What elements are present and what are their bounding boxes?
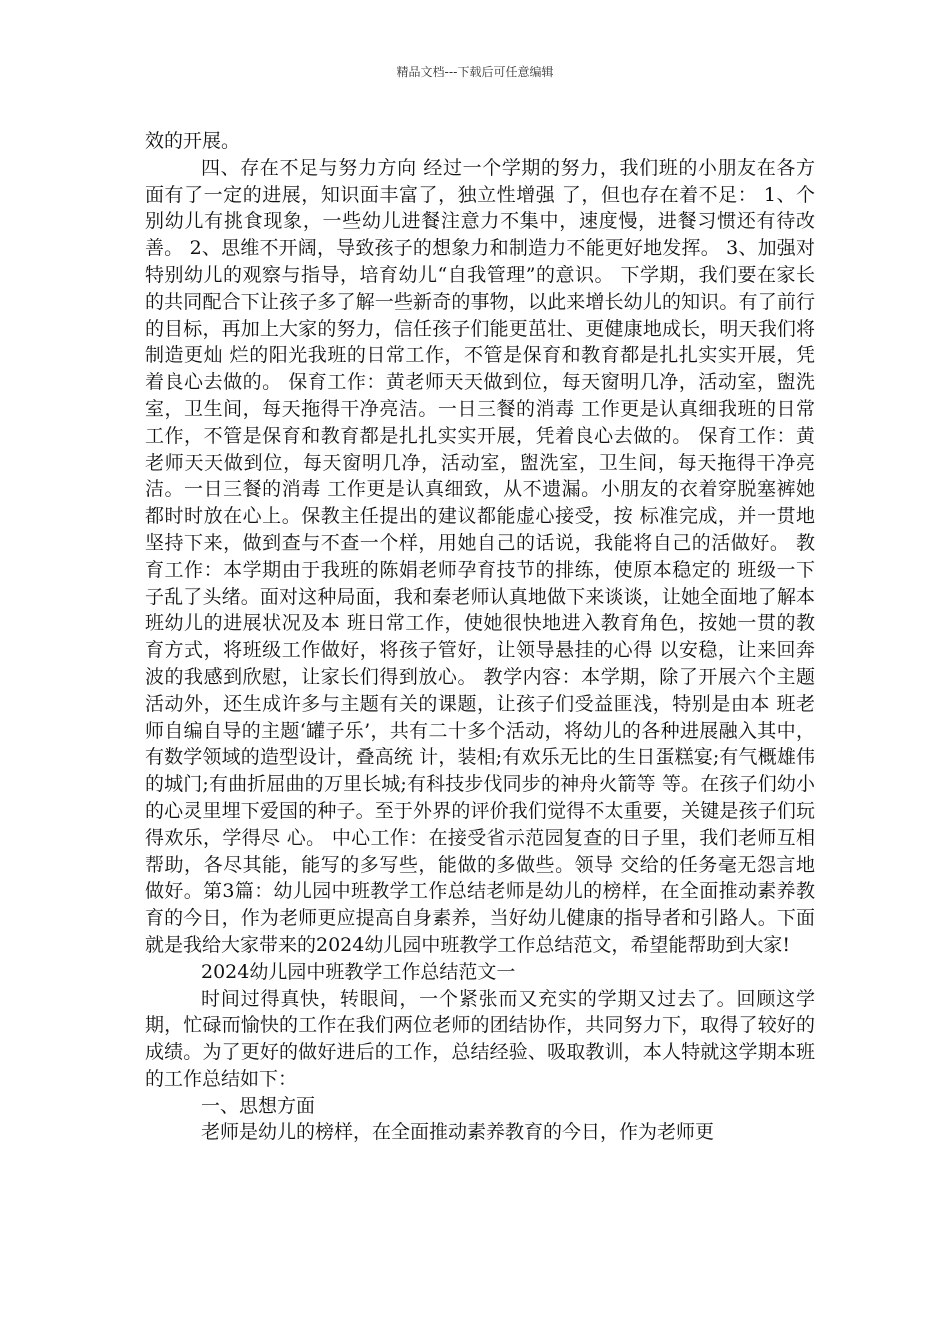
paragraph: 老师是幼儿的榜样，在全面推动素养教育的今日，作为老师更 xyxy=(201,1121,715,1144)
section-title: 2024幼儿园中班教学工作总结范文一 xyxy=(201,960,516,983)
page-header: 精品文档---下载后可任意编辑 xyxy=(396,65,554,79)
paragraph: 时间过得真快，转眼间，一个紧张而又充实的学期又过去了。回顾这学期，忙碌而愉快的工作在我们两位老师的团结协作，共同努力下，取得了较好的成绩。为了更好的做好进后的工作，总结经验、吸取教训，本人特就这学期本班的工作总结如下： xyxy=(145,987,815,1090)
paragraph: 效的开展。 xyxy=(145,130,241,152)
paragraph: 四、存在不足与努力方向 经过一个学期的努力，我们班的小朋友在各方面有了一定的进展，知识面丰富了，独立性增强 了，但也存在着不足： 1、个别幼儿有挑食现象，一些幼儿进餐注意力不集中，速度慢，进餐习惯还有待改善。 2、思维不开阔，导致孩子的想象力和制造力不能更好地发挥。 3、加强对特别幼儿的观察与指导，培育幼儿“自我管理”的意识。 下学期，我们要在家长的共同配合下让孩子多了解一些新奇的事物，以此来增长幼儿的知识。有了前行的目标，再加上大家的努力，信任孩子们能更茁壮、更健康地成长，明天我们将制造更灿 烂的阳光我班的日常工作，不管是保育和教育都是扎扎实实开展，凭着良心去做的。 保育工作：黄老师天天做到位，每天窗明几净，活动室，盥洗室，卫生间，每天拖得干净亮洁。一日三餐的消毒 工作更是认真细我班的日常工作，不管是保育和教育都是扎扎实实开展，凭着良心去做的。 保育工作：黄老师天天做到位，每天窗明几净，活动室，盥洗室，卫生间，每天拖得干净亮洁。一日三餐的消毒 工作更是认真细致，从不遗漏。小朋友的衣着穿脱塞裤她都时时放在心上。保教主任提出的建议都能虚心接受，按 标准完成，并一贯地坚持下来，做到查与不查一个样，用她自己的话说，我能将自己的活做好。 教育工作：本学期由于我班的陈娟老师孕育技节的排练，使原本稳定的 班级一下子乱了头绪。面对这种局面，我和秦老师认真地做下来谈谈，让她全面地了解本班幼儿的进展状况及本 班日常工作，使她很快地进入教育角色，按她一贯的教育方式，将班级工作做好，将孩子管好，让领导悬挂的心得 以安稳，让来回奔波的我感到欣慰，让家长们得到放心。 教学内容：本学期，除了开展六个主题活动外，还生成许多与主题有关的课题，让孩子们受益匪浅，特别是由本 班老师自编自导的主题‘罐子乐’，共有二十多个活动，将幼儿的各种进展融入其中，有数学领域的造型设计，叠高统 计，装相;有欢乐无比的生日蛋糕宴;有气概雄伟的城门;有曲折屈曲的万里长城;有科技步伐同步的神舟火箭等 等。在孩子们幼小的心灵里埋下爱国的种子。至于外界的评价我们觉得不太重要，关键是孩子们玩得欢乐，学得尽 心。 中心工作：在接受省示范园复查的日子里，我们老师互相帮助，各尽其能，能写的多写些，能做的多做些。领导 交给的任务毫无怨言地做好。第3篇：幼儿园中班教学工作总结老师是幼儿的榜样，在全面推动素养教育的今日，作为老师更应提高自身素养，当好幼儿健康的指导者和引路人。下面就是我给大家带来的2024幼儿园中班教学工作总结范文，希望能帮助到大家! xyxy=(145,156,815,956)
document-body xyxy=(145,128,815,1146)
section-heading: 一、思想方面 xyxy=(201,1094,316,1117)
